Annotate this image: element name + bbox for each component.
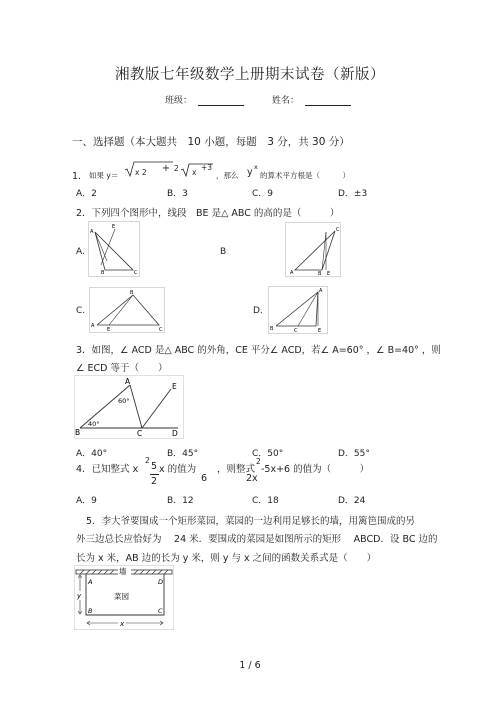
fig3-label-a: A — [125, 377, 131, 386]
q5-line-3: 长为 x 米，AB 边的长为 y 米，则 y 与 x 之间的函数关系式是（ ） — [76, 553, 377, 564]
svg-text:A: A — [319, 288, 323, 294]
q1-option-d[interactable]: D．±3 — [338, 189, 368, 199]
svg-text:C: C — [134, 270, 138, 276]
svg-text:A: A — [90, 229, 94, 235]
q2-text: 2．下列四个图形中，线段 BE 是△ ABC 的高的是（ ） — [76, 208, 340, 219]
q2-label-d[interactable]: D. — [253, 306, 263, 316]
q2-figure-d — [268, 286, 328, 334]
q2-figure-b — [285, 222, 341, 277]
q4-pre: 4．已知整式 x — [76, 464, 139, 475]
svg-text:E: E — [107, 327, 111, 333]
fig5-garden: 菜园 — [114, 592, 129, 601]
page-title: 湘教版七年级数学上册期末试卷（新版） — [115, 67, 385, 83]
svg-text:B: B — [130, 290, 134, 296]
q4-2x: 2x — [246, 473, 258, 484]
q1-option-c[interactable]: C．9 — [252, 189, 274, 199]
fig5-label-c: C — [158, 607, 163, 615]
q1-pre: 如果 y＝ — [89, 171, 119, 180]
q2-label-a[interactable]: A. — [76, 247, 85, 257]
q2-figure-a — [88, 221, 140, 277]
fig3-label-d: D — [172, 429, 178, 438]
q4-frac-x: x 的值为 — [159, 464, 197, 475]
svg-text:E: E — [318, 328, 322, 334]
fig3-label-e: E — [172, 382, 177, 391]
class-field — [165, 93, 244, 106]
name-blank — [305, 97, 351, 106]
q1-yx: y — [247, 167, 253, 178]
svg-text:A: A — [91, 323, 95, 329]
q1-plus3: +3 — [201, 163, 213, 172]
fig5-label-a: A — [88, 578, 93, 586]
q5-line-2: 外三边总长应恰好为 24 米．要围成的菜园是如图所示的矩形 ABCD．设 BC 边的 — [76, 534, 438, 545]
class-blank — [198, 97, 244, 106]
q1-option-a[interactable]: A．2 — [76, 189, 97, 199]
fig3-label-b: B — [75, 428, 81, 437]
svg-text:B: B — [270, 326, 274, 332]
name-label: 姓名： — [272, 96, 300, 106]
q3-line-1: 3．如图，∠ ACD 是△ ABC 的外角，CE 平分∠ ACD，若∠ A=60° ，∠ B=40° ，则 — [76, 345, 441, 356]
q4-option-b[interactable]: B．12 — [167, 496, 194, 506]
svg-text:C: C — [159, 327, 163, 333]
fig5-x: x — [120, 620, 125, 628]
q1-radicand-1: x 2 — [135, 168, 147, 177]
class-label: 班级： — [165, 96, 193, 106]
fig3-angle-b: 40° — [88, 420, 100, 428]
fig5-label-d: D — [158, 578, 164, 586]
q1-radicand-2: x — [192, 168, 197, 177]
name-field — [272, 93, 351, 106]
page-number: 1 / 6 — [239, 660, 261, 671]
svg-text:B: B — [318, 271, 322, 277]
q4-six: 6 — [201, 473, 208, 484]
svg-text:C: C — [294, 328, 298, 334]
q3-option-d[interactable]: D．55° — [338, 449, 370, 459]
q1-mid: ，那么 — [216, 171, 239, 180]
fig5-wall: 墙 — [119, 567, 127, 576]
q1-two: 2 — [174, 164, 179, 173]
svg-text:E: E — [327, 271, 331, 277]
q4-expr: -5x+6 的值为（ ） — [261, 464, 370, 475]
q1-option-b[interactable]: B．3 — [167, 189, 188, 199]
q5-figure — [74, 565, 174, 630]
q4-option-d[interactable]: D．24 — [338, 496, 366, 506]
q3-option-c[interactable]: C．50° — [252, 449, 284, 459]
fig5-y: y — [77, 592, 82, 600]
q3-line-2: ∠ ECD 等于（ ） — [76, 363, 168, 374]
q1-plus: + — [162, 163, 170, 174]
q2-label-c[interactable]: C. — [76, 306, 86, 316]
q1-sup: x — [254, 163, 258, 171]
q1-number: 1． — [72, 171, 88, 182]
q3-option-a[interactable]: A．40° — [76, 449, 108, 459]
q2-figure-c — [89, 287, 165, 333]
svg-text:B: B — [101, 270, 105, 276]
fig3-label-c: C — [137, 429, 143, 438]
section-heading: 一、选择题（本大题共 10 小题，每题 3 分，共 30 分） — [72, 136, 350, 148]
svg-text:A: A — [290, 270, 294, 276]
q3-option-b[interactable]: B．45° — [167, 449, 199, 459]
svg-text:C: C — [336, 227, 340, 233]
q2-label-b[interactable]: B — [220, 247, 227, 257]
q4-frac-top: 5 — [151, 461, 158, 472]
q4-frac-bar — [150, 474, 159, 475]
q4-mid: ，则整式 — [217, 464, 256, 475]
q3-figure — [74, 375, 184, 439]
q4-frac-bot: 2 — [151, 476, 158, 487]
q4-option-a[interactable]: A．9 — [76, 496, 97, 506]
svg-text:E: E — [112, 224, 116, 230]
q4-sup: 2 — [145, 456, 150, 465]
q4-option-c[interactable]: C．18 — [252, 496, 279, 506]
fig3-angle-a: 60° — [118, 397, 130, 405]
q4-two: 2 — [256, 457, 261, 466]
fig5-label-b: B — [88, 607, 93, 615]
q1-tail: 的算术平方根是（ ） — [260, 171, 350, 180]
q5-line-1: 5．李大爷要围成一个矩形菜园，菜园的一边利用足够长的墙，用篱笆围成的另 — [86, 516, 416, 527]
